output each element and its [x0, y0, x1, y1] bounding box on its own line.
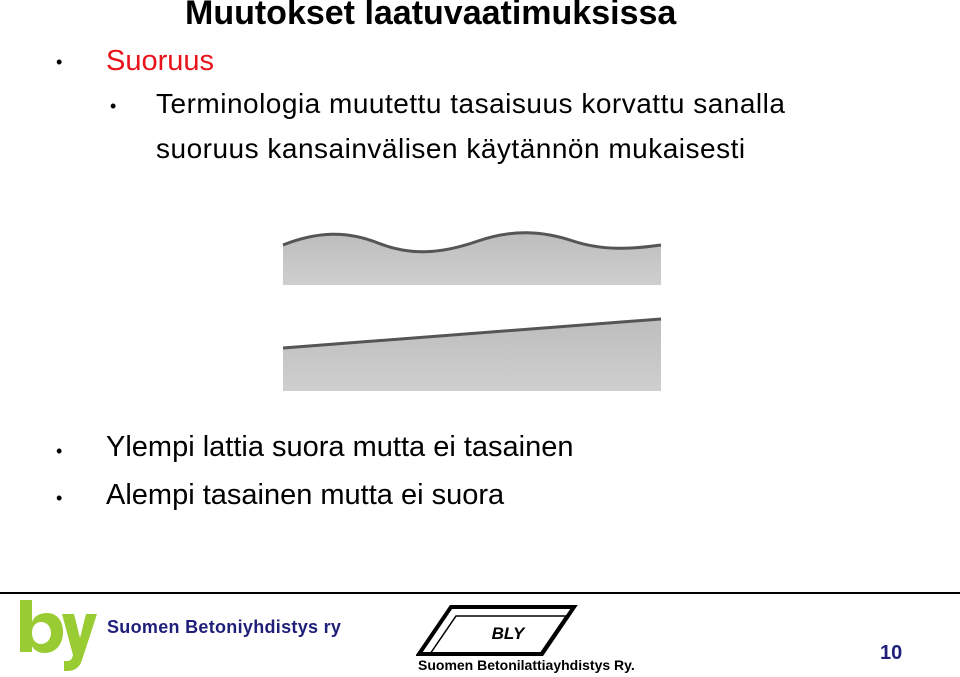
bullet-dot: •: [56, 52, 63, 72]
suoruus-heading: Suoruus: [106, 45, 215, 77]
org2-name: Suomen Betonilattiayhdistys Ry.: [418, 657, 635, 673]
org1-name: Suomen Betoniyhdistys ry: [107, 617, 342, 637]
surface-profile-figure: [278, 225, 668, 400]
wavy-floor-profile: [283, 233, 661, 285]
sub-bullet-line-1: Terminologia muutettu tasaisuus korvattu sanalla: [156, 88, 786, 119]
bly-logo-icon: [416, 604, 578, 656]
bullet-dot: •: [56, 488, 63, 508]
footer-divider: [0, 592, 960, 594]
slide-title: Muutokset laatuvaatimuksissa: [185, 0, 677, 32]
bullet-dot: •: [56, 441, 63, 461]
by-logo-icon: [18, 600, 98, 672]
page-number: 10: [880, 642, 903, 664]
sloped-floor-profile: [283, 319, 661, 391]
sub-bullet-line-2: suoruus kansainvälisen käytännön mukaisesti: [156, 133, 746, 164]
bullet-dot: •: [110, 96, 117, 116]
bly-logo-text: BLY: [491, 624, 525, 643]
bottom-bullet-2: Alempi tasainen mutta ei suora: [106, 479, 505, 511]
bottom-bullet-1: Ylempi lattia suora mutta ei tasainen: [106, 431, 574, 463]
